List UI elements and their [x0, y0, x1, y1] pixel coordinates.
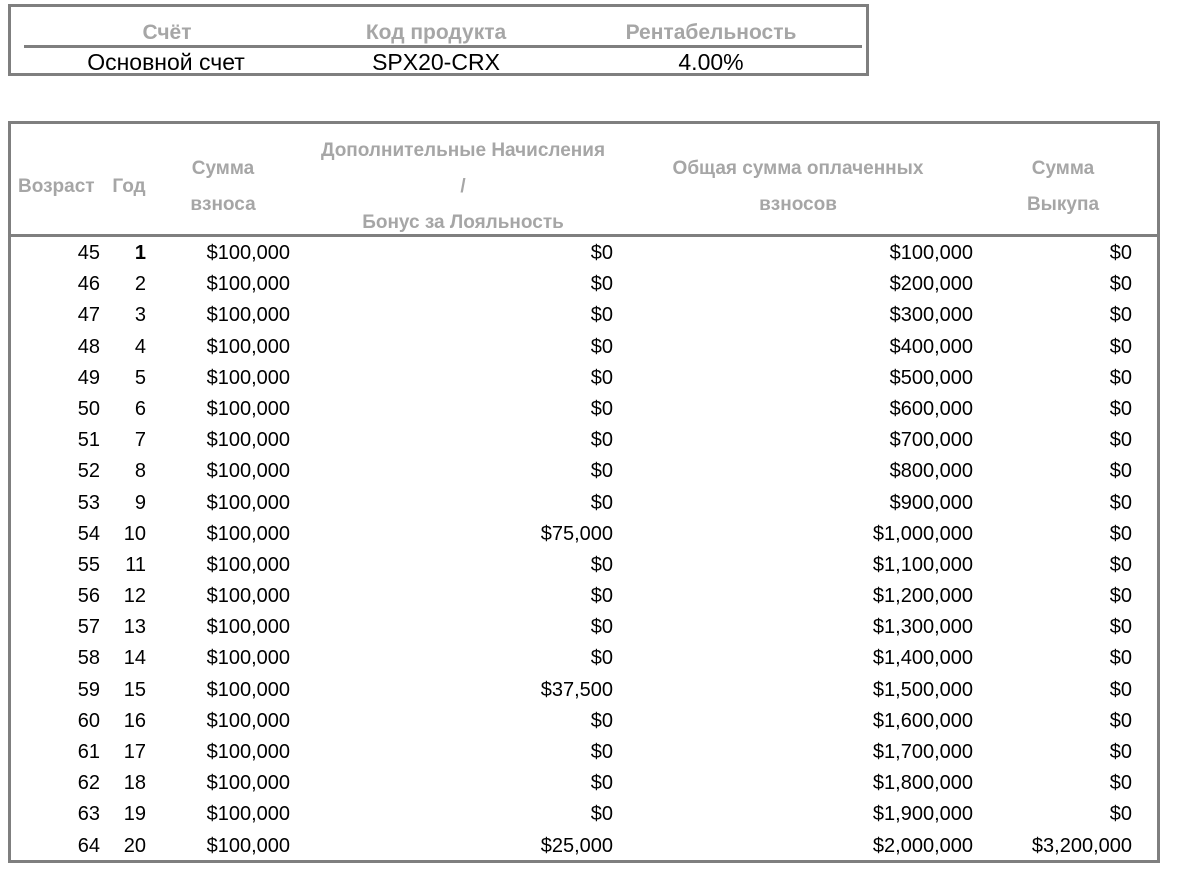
age-cell: 54	[77, 522, 100, 545]
bonus-cell: $0	[590, 273, 613, 296]
year-cell: 14	[123, 647, 146, 670]
age-cell: 55	[77, 553, 100, 576]
table-row	[8, 332, 1160, 363]
surrender-cell: $0	[1109, 647, 1132, 670]
summary-divider	[24, 45, 862, 48]
table-row	[8, 737, 1160, 768]
premium-cell: $100,000	[206, 304, 290, 327]
premium-cell: $100,000	[206, 553, 290, 576]
table-row	[8, 643, 1160, 674]
year-cell: 17	[123, 741, 146, 763]
table-row	[8, 519, 1160, 550]
table-row	[8, 300, 1160, 331]
table-row	[8, 612, 1160, 643]
total-paid-cell: $2,000,000	[872, 834, 973, 857]
premium-cell: $100,000	[206, 335, 290, 358]
account-value: Основной счет	[87, 49, 245, 75]
total-paid-cell: $1,900,000	[872, 803, 973, 826]
year-cell: 3	[134, 304, 146, 327]
age-cell: 51	[77, 429, 100, 452]
year-cell: 10	[123, 522, 146, 545]
total-paid-header-line-2: взносов	[759, 194, 837, 215]
year-cell: 2	[134, 273, 146, 296]
bonus-cell: $0	[590, 647, 613, 670]
table-row	[8, 394, 1160, 425]
rate-header: Рентабельность	[625, 21, 797, 44]
age-cell: 46	[77, 273, 100, 296]
bonus-cell: $0	[590, 366, 613, 389]
surrender-cell: $0	[1109, 616, 1132, 639]
total-paid-cell: $500,000	[889, 366, 973, 389]
table-row	[8, 269, 1160, 300]
bonus-cell: $0	[590, 429, 613, 452]
table-row	[8, 706, 1160, 737]
bonus-cell: $0	[590, 397, 613, 420]
bonus-cell: $0	[590, 491, 613, 514]
bonus-cell: $0	[590, 335, 613, 358]
age-cell: 62	[77, 772, 100, 795]
bonus-cell: $0	[590, 772, 613, 795]
year-cell: 6	[134, 397, 146, 420]
table-border-top	[8, 121, 1160, 124]
table-row	[8, 456, 1160, 487]
year-cell: 15	[123, 678, 146, 701]
surrender-cell: $0	[1109, 242, 1132, 264]
year-cell: 20	[123, 834, 146, 857]
year-cell: 19	[123, 803, 146, 826]
table-row	[8, 363, 1160, 394]
total-paid-cell: $1,500,000	[872, 678, 973, 701]
premium-cell: $100,000	[206, 491, 290, 514]
premium-header-line-1: Сумма	[191, 158, 255, 179]
year-column-header: Год	[112, 176, 146, 197]
premium-cell: $100,000	[206, 460, 290, 483]
age-cell: 53	[77, 491, 100, 514]
total-paid-cell: $1,100,000	[872, 553, 973, 576]
surrender-cell: $0	[1109, 741, 1132, 763]
total-paid-cell: $1,300,000	[872, 616, 973, 639]
bonus-cell: $0	[590, 585, 613, 608]
age-cell: 52	[77, 460, 100, 483]
bonus-cell: $0	[590, 741, 613, 763]
bonus-cell: $0	[590, 304, 613, 327]
premium-cell: $100,000	[206, 647, 290, 670]
table-row	[8, 799, 1160, 830]
surrender-cell: $0	[1109, 304, 1132, 327]
table-row	[8, 425, 1160, 456]
bonus-cell: $37,500	[540, 678, 613, 701]
total-paid-cell: $700,000	[889, 429, 973, 452]
surrender-cell: $0	[1109, 772, 1132, 795]
surrender-cell: $3,200,000	[1031, 834, 1132, 857]
premium-cell: $100,000	[206, 366, 290, 389]
table-row	[8, 675, 1160, 706]
bonus-column-header	[303, 133, 623, 241]
bonus-cell: $25,000	[540, 834, 613, 857]
account-header: Счёт	[142, 21, 192, 44]
surrender-column-header	[998, 151, 1128, 223]
age-cell: 59	[77, 678, 100, 701]
surrender-cell: $0	[1109, 709, 1132, 732]
product-code-header: Код продукта	[365, 21, 507, 44]
age-cell: 56	[77, 585, 100, 608]
year-cell: 9	[134, 491, 146, 514]
surrender-cell: $0	[1109, 335, 1132, 358]
bonus-header-line-2: /	[460, 176, 466, 197]
table-row	[8, 831, 1160, 862]
premium-cell: $100,000	[206, 709, 290, 732]
surrender-cell: $0	[1109, 585, 1132, 608]
surrender-header-line-2: Выкупа	[1026, 194, 1100, 215]
total-paid-cell: $800,000	[889, 460, 973, 483]
total-paid-cell: $1,000,000	[872, 522, 973, 545]
surrender-cell: $0	[1109, 803, 1132, 826]
age-cell: 50	[77, 397, 100, 420]
total-paid-header-line-1: Общая сумма оплаченных	[672, 158, 924, 179]
total-paid-cell: $900,000	[889, 491, 973, 514]
premium-cell: $100,000	[206, 678, 290, 701]
product-code-value: SPX20-CRX	[372, 49, 500, 75]
surrender-cell: $0	[1109, 397, 1132, 420]
total-paid-column-header	[648, 151, 948, 223]
age-cell: 60	[77, 709, 100, 732]
illustration-table	[8, 121, 1160, 863]
table-row	[8, 768, 1160, 799]
total-paid-cell: $1,400,000	[872, 647, 973, 670]
surrender-cell: $0	[1109, 429, 1132, 452]
premium-header-line-2: взноса	[190, 194, 256, 215]
age-cell: 49	[77, 366, 100, 389]
year-cell: 4	[134, 335, 146, 358]
age-cell: 58	[77, 647, 100, 670]
table-row	[8, 238, 1160, 269]
year-cell: 8	[134, 460, 146, 483]
surrender-cell: $0	[1109, 678, 1132, 701]
rate-value: 4.00%	[678, 49, 744, 75]
premium-cell: $100,000	[206, 834, 290, 857]
year-cell: 12	[123, 585, 146, 608]
year-cell: 11	[125, 553, 146, 576]
year-cell: 16	[123, 709, 146, 732]
header-divider	[11, 234, 1157, 237]
year-cell: 18	[123, 772, 146, 795]
bonus-cell: $0	[590, 616, 613, 639]
premium-cell: $100,000	[206, 242, 290, 264]
year-cell: 5	[134, 366, 146, 389]
premium-cell: $100,000	[206, 616, 290, 639]
surrender-cell: $0	[1109, 553, 1132, 576]
premium-cell: $100,000	[206, 772, 290, 795]
premium-cell: $100,000	[206, 397, 290, 420]
surrender-header-line-1: Сумма	[1031, 158, 1095, 179]
premium-cell: $100,000	[206, 429, 290, 452]
total-paid-cell: $300,000	[889, 304, 973, 327]
total-paid-cell: $200,000	[889, 273, 973, 296]
surrender-cell: $0	[1109, 460, 1132, 483]
surrender-cell: $0	[1109, 366, 1132, 389]
total-paid-cell: $1,200,000	[872, 585, 973, 608]
premium-cell: $100,000	[206, 803, 290, 826]
total-paid-cell: $1,600,000	[872, 709, 973, 732]
table-body	[8, 238, 1160, 862]
table-row	[8, 581, 1160, 612]
total-paid-cell: $600,000	[889, 397, 973, 420]
surrender-cell: $0	[1109, 491, 1132, 514]
year-cell: 13	[123, 616, 146, 639]
summary-box	[8, 4, 869, 76]
age-cell: 45	[77, 242, 100, 264]
age-cell: 61	[77, 741, 100, 763]
premium-cell: $100,000	[206, 585, 290, 608]
age-cell: 64	[77, 834, 100, 857]
bonus-header-line-1: Дополнительные Начисления	[320, 140, 606, 161]
total-paid-cell: $1,700,000	[872, 741, 973, 763]
age-cell: 47	[77, 304, 100, 327]
bonus-cell: $0	[590, 709, 613, 732]
year-cell: 7	[134, 429, 146, 452]
total-paid-cell: $1,800,000	[872, 772, 973, 795]
premium-column-header	[168, 151, 278, 223]
table-row	[8, 488, 1160, 519]
bonus-cell: $0	[590, 803, 613, 826]
table-row	[8, 550, 1160, 581]
surrender-cell: $0	[1109, 522, 1132, 545]
premium-cell: $100,000	[206, 741, 290, 763]
premium-cell: $100,000	[206, 522, 290, 545]
total-paid-cell: $400,000	[889, 335, 973, 358]
bonus-cell: $0	[590, 242, 613, 264]
bonus-header-line-3: Бонус за Лояльность	[362, 212, 564, 233]
bonus-cell: $0	[590, 460, 613, 483]
age-cell: 57	[77, 616, 100, 639]
age-column-header: Возраст	[18, 176, 95, 197]
year-cell: 1	[134, 242, 146, 264]
age-cell: 63	[77, 803, 100, 826]
bonus-cell: $75,000	[540, 522, 613, 545]
premium-cell: $100,000	[206, 273, 290, 296]
age-cell: 48	[77, 335, 100, 358]
total-paid-cell: $100,000	[889, 242, 973, 264]
bonus-cell: $0	[590, 553, 613, 576]
surrender-cell: $0	[1109, 273, 1132, 296]
